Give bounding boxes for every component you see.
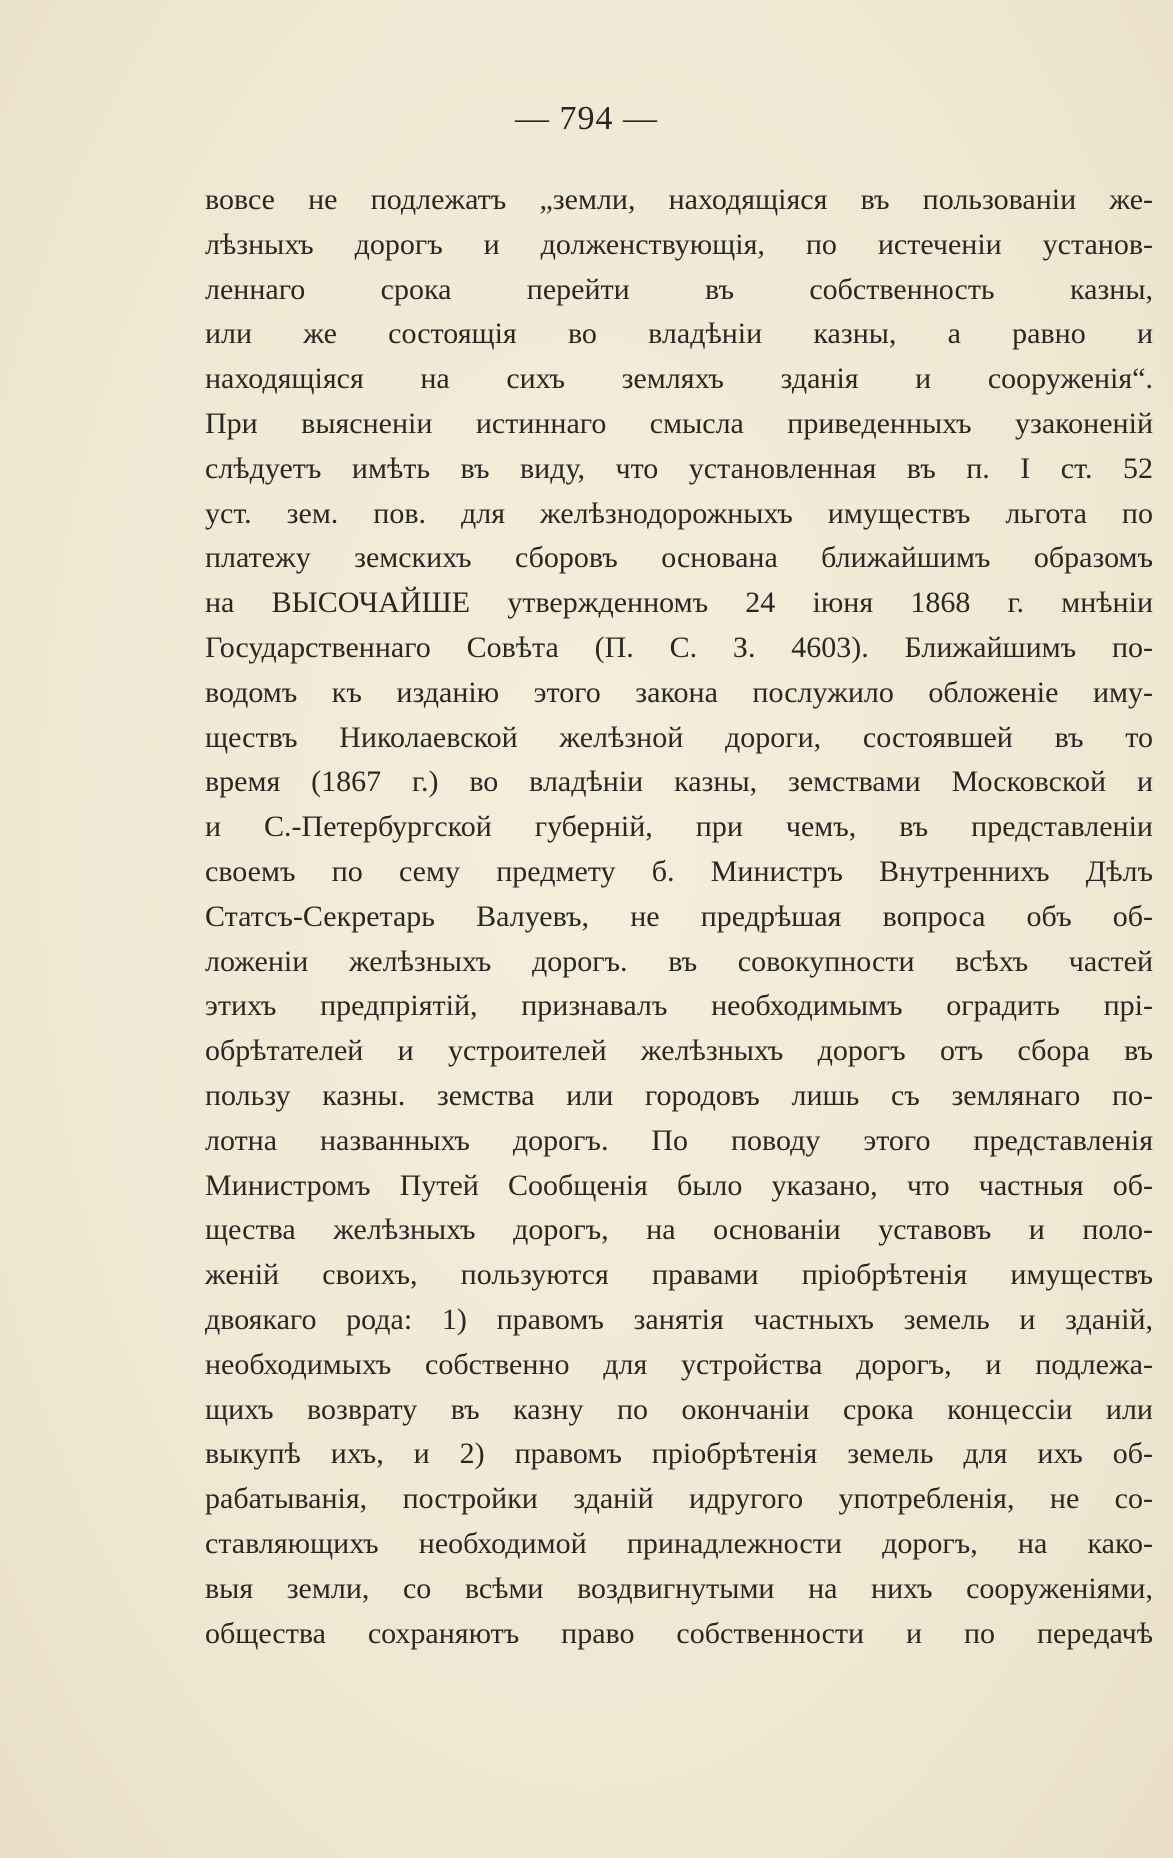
text-line: женій своихъ, пользуются правами пріобрѣтенія имуществъ [205, 1258, 1153, 1292]
text-line: пользу казны. земства или городовъ лишь съ землянаго по- [205, 1078, 1153, 1112]
body-text [205, 178, 1153, 1656]
text-line: этихъ предпріятій, признавалъ необходимымъ оградить прі- [205, 989, 1153, 1023]
text-line: лѣзныхъ дорогъ и долженствующія, по истеченіи установ- [205, 227, 1153, 261]
text-line: Министромъ Путей Сообщенія было указано, что частныя об- [205, 1168, 1153, 1202]
text-line: на ВЫСОЧАЙШЕ утвержденномъ 24 іюня 1868 г. мнѣніи [205, 586, 1153, 620]
text-line: слѣдуетъ имѣть въ виду, что установленная въ п. I ст. 52 [205, 451, 1153, 485]
text-line: обрѣтателей и устроителей желѣзныхъ дорогъ отъ сбора въ [205, 1034, 1153, 1068]
text-line: общества сохраняютъ право собственности и по передачѣ [205, 1616, 1153, 1650]
text-line: При выясненіи истиннаго смысла приведенныхъ узаконеній [205, 406, 1153, 440]
page-number: — 794 — [515, 100, 658, 137]
text-line: время (1867 г.) во владѣніи казны, земствами Московской и [205, 765, 1153, 799]
text-line: платежу земскихъ сборовъ основана ближайшимъ образомъ [205, 541, 1153, 575]
text-line: ществъ Николаевской желѣзной дороги, состоявшей въ то [205, 720, 1153, 754]
text-line: рабатыванія, постройки зданій идругого употребленія, не со- [205, 1482, 1153, 1516]
text-line: уст. зем. пов. для желѣзнодорожныхъ имуществъ льгота по [205, 496, 1153, 530]
text-line: двоякаго рода: 1) правомъ занятія частныхъ земель и зданій, [205, 1302, 1153, 1336]
text-line: выя земли, со всѣми воздвигнутыми на нихъ сооруженіями, [205, 1571, 1153, 1605]
text-line: необходимыхъ собственно для устройства дорогъ, и подлежа- [205, 1347, 1153, 1381]
text-line: находящіяся на сихъ земляхъ зданія и сооруженія“. [205, 362, 1153, 396]
text-line: ставляющихъ необходимой принадлежности дорогъ, на како- [205, 1526, 1153, 1560]
text-line: щихъ возврату въ казну по окончаніи срока концессіи или [205, 1392, 1153, 1426]
text-line: своемъ по сему предмету б. Министръ Внутреннихъ Дѣлъ [205, 854, 1153, 888]
text-line: леннаго срока перейти въ собственность казны, [205, 272, 1153, 306]
text-line: выкупѣ ихъ, и 2) правомъ пріобрѣтенія земель для ихъ об- [205, 1437, 1153, 1471]
text-line: лотна названныхъ дорогъ. По поводу этого представленія [205, 1123, 1153, 1157]
text-line: вовсе не подлежатъ „земли, находящіяся въ пользованіи же- [205, 183, 1153, 216]
text-line: Статсъ-Секретарь Валуевъ, не предрѣшая вопроса объ об- [205, 899, 1153, 933]
text-line: ложеніи желѣзныхъ дорогъ. въ совокупности всѣхъ частей [205, 944, 1153, 978]
text-line: и С.-Петербургской губерній, при чемъ, въ представленіи [205, 810, 1153, 844]
text-line: водомъ къ изданію этого закона послужило обложеніе иму- [205, 675, 1153, 709]
text-line: щества желѣзныхъ дорогъ, на основаніи уставовъ и поло- [205, 1213, 1153, 1247]
text-line: или же состоящія во владѣніи казны, а равно и [205, 317, 1153, 351]
text-line: Государственнаго Совѣта (П. С. З. 4603). Ближайшимъ по- [205, 630, 1153, 664]
